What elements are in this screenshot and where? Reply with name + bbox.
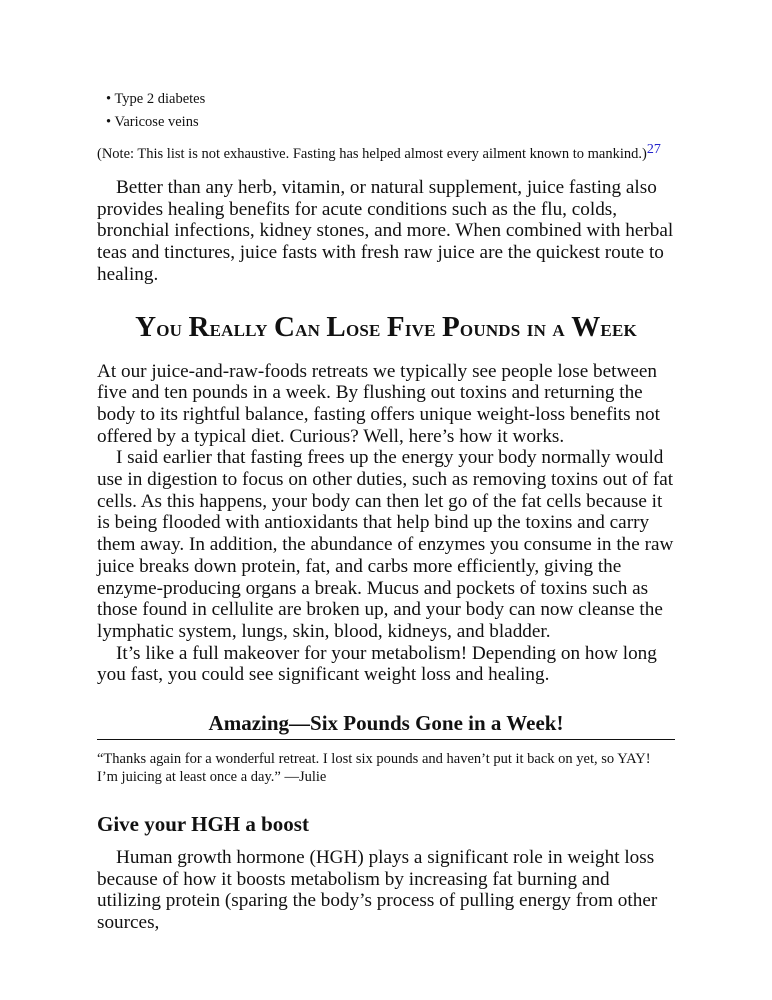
list-item: • Varicose veins [106, 111, 675, 134]
paragraph-healing: Better than any herb, vitamin, or natural supplement, juice fasting also provides healing benefits for acute conditions such as the flu, colds, bronchial infections, kidney stones, and more. When combined with herbal teas and tinctures, juice fasts with fresh raw juice are the quickest route to healing. [97, 177, 674, 285]
heading-word: You [135, 310, 183, 343]
paragraph-retreats: At our juice-and-raw-foods retreats we typically see people lose between five and ten pounds in a week. By flushing out toxins and returning the body to its rightful balance, fasting offers unique weight-loss benefits not offered by a typical diet. Curious? Well, here’s how it works. [97, 360, 660, 447]
heading-word: Lose [326, 310, 381, 343]
heading-word: Can [273, 310, 321, 343]
ailment-list [106, 88, 675, 134]
heading-word: Really [188, 310, 268, 343]
heading-word: Week [571, 310, 637, 343]
paragraph-fasting: I said earlier that fasting frees up the energy your body normally would use in digestion to focus on other duties, such as removing toxins out of fat cells. As this happens, your body can then let go of the fat cells because it is being flooded with antioxidants that help bind up the toxins and carry them away. In addition, the abundance of enzymes you consume in the raw juice breaks down protein, fat, and carbs more efficiently, giving the enzyme-producing organs a break. Mucus and pockets of toxins such as those found in cellulite are broken up, and your body can now cleanse the lymphatic system, lungs, skin, blood, kidneys, and bladder. [97, 447, 674, 642]
paragraph-hgh: Human growth hormone (HGH) plays a significant role in weight loss because of how it boosts metabolism by increasing fat burning and utilizing protein (sparing the body’s process of pulling energy from other sources, [97, 847, 658, 934]
subheading-hgh: Give your HGH a boost [97, 812, 309, 837]
list-note [97, 144, 675, 164]
heading-word: Pounds [442, 310, 521, 343]
page-content [97, 88, 675, 934]
heading-word: a [552, 314, 565, 342]
section-heading [97, 312, 675, 344]
heading-word: in [526, 314, 547, 342]
note-text: (Note: This list is not exhaustive. Fasting has helped almost every ailment known to mankind.) [97, 146, 647, 162]
footnote-ref-link[interactable]: 27 [646, 142, 661, 157]
heading-word: Five [386, 310, 436, 343]
list-item: • Type 2 diabetes [106, 88, 675, 111]
sidebar-title: Amazing—Six Pounds Gone in a Week! [97, 710, 675, 740]
testimonial-quote: “Thanks again for a wonderful retreat. I lost six pounds and haven’t put it back on yet, so YAY! I’m juicing at least once a day.” —Julie [97, 751, 651, 785]
paragraph-makeover: It’s like a full makeover for your metabolism! Depending on how long you fast, you could see significant weight loss and healing. [97, 642, 657, 686]
